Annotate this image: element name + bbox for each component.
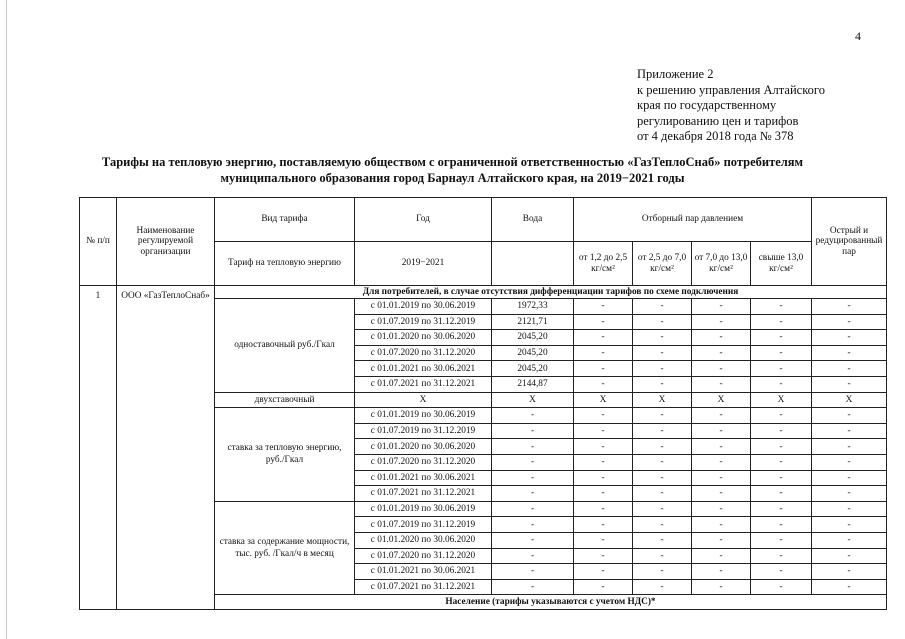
sharp-steam-cell: - — [812, 361, 887, 377]
steam-2-cell: - — [633, 376, 692, 392]
steam-3-cell: - — [692, 501, 751, 517]
steam-4-cell: - — [751, 345, 812, 361]
sharp-steam-cell: - — [812, 548, 887, 564]
period-cell: X — [355, 392, 492, 408]
page-edge-line — [6, 0, 7, 639]
steam-2-cell: - — [633, 330, 692, 346]
header-water: Вода — [492, 198, 574, 242]
steam-3-cell: - — [692, 470, 751, 486]
appendix-note — [637, 67, 825, 145]
steam-1-cell: - — [574, 330, 633, 346]
steam-3-cell: - — [692, 454, 751, 470]
water-cell: - — [492, 501, 574, 517]
section-consumers: Для потребителей, в случае отсутствия дифференциации тарифов по схеме подключения — [215, 286, 887, 299]
steam-1-cell: - — [574, 517, 633, 533]
steam-2-cell: - — [633, 423, 692, 439]
steam-3-cell: - — [692, 548, 751, 564]
period-cell: с 01.07.2021 по 31.12.2021 — [355, 376, 492, 392]
period-cell: с 01.07.2019 по 31.12.2019 — [355, 423, 492, 439]
steam-2-cell: - — [633, 564, 692, 580]
sharp-steam-cell: - — [812, 470, 887, 486]
water-cell: 1972,33 — [492, 299, 574, 315]
water-cell: - — [492, 470, 574, 486]
steam-2-cell: - — [633, 579, 692, 595]
period-cell: с 01.07.2021 по 31.12.2021 — [355, 486, 492, 502]
steam-1-cell: - — [574, 376, 633, 392]
sharp-steam-cell: - — [812, 532, 887, 548]
steam-3-cell: - — [692, 361, 751, 377]
sharp-steam-cell: - — [812, 299, 887, 315]
steam-2-cell: - — [633, 470, 692, 486]
appendix-line: края по государственному — [637, 98, 777, 113]
period-cell: с 01.07.2019 по 31.12.2019 — [355, 517, 492, 533]
steam-3-cell: - — [692, 376, 751, 392]
steam-4-cell: - — [751, 439, 812, 455]
water-cell: - — [492, 486, 574, 502]
period-cell: с 01.07.2020 по 31.12.2020 — [355, 548, 492, 564]
steam-2-cell: X — [633, 392, 692, 408]
period-cell: с 01.01.2019 по 30.06.2019 — [355, 501, 492, 517]
tariff-table — [79, 197, 887, 610]
period-cell: с 01.07.2021 по 31.12.2021 — [355, 579, 492, 595]
period-cell: с 01.01.2021 по 30.06.2021 — [355, 564, 492, 580]
steam-1-cell: - — [574, 564, 633, 580]
period-cell: с 01.07.2020 по 31.12.2020 — [355, 454, 492, 470]
water-cell: 2045,20 — [492, 345, 574, 361]
section-row — [80, 286, 887, 299]
steam-1-cell: - — [574, 439, 633, 455]
sharp-steam-cell: - — [812, 439, 887, 455]
steam-1-cell: X — [574, 392, 633, 408]
water-cell: - — [492, 408, 574, 424]
steam-2-cell: - — [633, 486, 692, 502]
steam-2-cell: - — [633, 454, 692, 470]
document-title — [60, 155, 845, 186]
header-sub-years: 2019−2021 — [355, 242, 492, 286]
header-year: Год — [355, 198, 492, 242]
sharp-steam-cell: - — [812, 486, 887, 502]
header-steam-2: от 2,5 до 7,0 кг/см² — [633, 242, 692, 286]
two-rate-label: двухставочный — [215, 392, 355, 408]
header-steam-3: от 7,0 до 13,0 кг/см² — [692, 242, 751, 286]
steam-1-cell: - — [574, 501, 633, 517]
header-water-empty — [492, 242, 574, 286]
steam-1-cell: - — [574, 548, 633, 564]
water-cell: - — [492, 439, 574, 455]
steam-2-cell: - — [633, 314, 692, 330]
steam-4-cell: - — [751, 486, 812, 502]
steam-3-cell: - — [692, 408, 751, 424]
organization-name: ООО «ГазТеплоСнаб» — [117, 286, 215, 610]
steam-1-cell: - — [574, 408, 633, 424]
sharp-steam-cell: - — [812, 579, 887, 595]
steam-2-cell: - — [633, 501, 692, 517]
header-steam-4: свыше 13,0 кг/см² — [751, 242, 812, 286]
steam-3-cell: - — [692, 579, 751, 595]
header-steam-group: Отборный пар давлением — [574, 198, 812, 242]
steam-4-cell: - — [751, 376, 812, 392]
water-cell: - — [492, 454, 574, 470]
period-cell: с 01.01.2021 по 30.06.2021 — [355, 361, 492, 377]
sharp-steam-cell: - — [812, 376, 887, 392]
title-line: Тарифы на тепловую энергию, поставляемую обществом с ограниченной ответственностью «ГазТеплоСнаб» потребителям — [101, 155, 804, 169]
steam-4-cell: - — [751, 517, 812, 533]
steam-4-cell: - — [751, 314, 812, 330]
steam-2-cell: - — [633, 299, 692, 315]
steam-3-cell: - — [692, 486, 751, 502]
steam-1-cell: - — [574, 361, 633, 377]
header-sub-tariff: Тариф на тепловую энергию — [215, 242, 355, 286]
steam-4-cell: - — [751, 548, 812, 564]
steam-4-cell: X — [751, 392, 812, 408]
sharp-steam-cell: - — [812, 564, 887, 580]
steam-3-cell: - — [692, 532, 751, 548]
sharp-steam-cell: - — [812, 345, 887, 361]
water-cell: - — [492, 517, 574, 533]
water-cell: - — [492, 548, 574, 564]
water-cell: 2045,20 — [492, 330, 574, 346]
steam-4-cell: - — [751, 408, 812, 424]
water-cell: - — [492, 564, 574, 580]
steam-2-cell: - — [633, 532, 692, 548]
steam-1-cell: - — [574, 345, 633, 361]
sharp-steam-cell: - — [812, 423, 887, 439]
sharp-steam-cell: X — [812, 392, 887, 408]
steam-1-cell: - — [574, 470, 633, 486]
steam-2-cell: - — [633, 439, 692, 455]
steam-3-cell: - — [692, 345, 751, 361]
period-cell: с 01.01.2020 по 30.06.2020 — [355, 439, 492, 455]
steam-4-cell: - — [751, 454, 812, 470]
steam-4-cell: - — [751, 564, 812, 580]
period-cell: с 01.07.2019 по 31.12.2019 — [355, 314, 492, 330]
steam-3-cell: - — [692, 330, 751, 346]
header-num: № п/п — [80, 198, 117, 286]
header-sharp-steam: Острый и редуцированный пар — [812, 198, 887, 286]
period-cell: с 01.01.2020 по 30.06.2020 — [355, 330, 492, 346]
capacity-rate-label: ставка за содержание мощности, тыс. руб. /Гкал/ч в месяц — [215, 501, 355, 595]
single-rate-label: одноставочный руб./Гкал — [215, 299, 355, 393]
steam-3-cell: - — [692, 299, 751, 315]
steam-4-cell: - — [751, 501, 812, 517]
steam-3-cell: - — [692, 517, 751, 533]
steam-1-cell: - — [574, 423, 633, 439]
water-cell: - — [492, 579, 574, 595]
steam-2-cell: - — [633, 361, 692, 377]
water-cell: - — [492, 532, 574, 548]
steam-4-cell: - — [751, 470, 812, 486]
steam-4-cell: - — [751, 299, 812, 315]
heat-rate-label: ставка за тепловую энергию, руб./Гкал — [215, 408, 355, 502]
section-population: Население (тарифы указываются с учетом НДС)* — [215, 595, 887, 610]
sharp-steam-cell: - — [812, 408, 887, 424]
steam-2-cell: - — [633, 517, 692, 533]
appendix-line: регулированию цен и тарифов — [637, 113, 799, 128]
period-cell: с 01.07.2020 по 31.12.2020 — [355, 345, 492, 361]
period-cell: с 01.01.2021 по 30.06.2021 — [355, 470, 492, 486]
water-cell: 2121,71 — [492, 314, 574, 330]
steam-4-cell: - — [751, 532, 812, 548]
water-cell: - — [492, 423, 574, 439]
appendix-line: от 4 декабря 2018 года № 378 — [637, 129, 794, 144]
steam-4-cell: - — [751, 423, 812, 439]
row-number: 1 — [80, 286, 117, 610]
header-steam-1: от 1,2 до 2,5 кг/см² — [574, 242, 633, 286]
steam-2-cell: - — [633, 548, 692, 564]
sharp-steam-cell: - — [812, 314, 887, 330]
sharp-steam-cell: - — [812, 330, 887, 346]
steam-1-cell: - — [574, 532, 633, 548]
steam-2-cell: - — [633, 345, 692, 361]
appendix-line: Приложение 2 — [637, 67, 714, 81]
steam-3-cell: - — [692, 423, 751, 439]
steam-1-cell: - — [574, 579, 633, 595]
sharp-steam-cell: - — [812, 517, 887, 533]
steam-3-cell: - — [692, 314, 751, 330]
steam-4-cell: - — [751, 361, 812, 377]
steam-1-cell: - — [574, 314, 633, 330]
water-cell: 2045,20 — [492, 361, 574, 377]
period-cell: с 01.01.2019 по 30.06.2019 — [355, 299, 492, 315]
header-organization: Наименование регулируемой организации — [117, 198, 215, 286]
water-cell: 2144,87 — [492, 376, 574, 392]
header-row — [80, 198, 887, 242]
title-line: муниципального образования город Барнаул Алтайского края, на 2019−2021 годы — [220, 170, 685, 185]
water-cell: X — [492, 392, 574, 408]
period-cell: с 01.01.2019 по 30.06.2019 — [355, 408, 492, 424]
appendix-line: к решению управления Алтайского — [637, 82, 825, 97]
steam-1-cell: - — [574, 486, 633, 502]
steam-4-cell: - — [751, 330, 812, 346]
sharp-steam-cell: - — [812, 454, 887, 470]
steam-3-cell: - — [692, 439, 751, 455]
period-cell: с 01.01.2020 по 30.06.2020 — [355, 532, 492, 548]
sharp-steam-cell: - — [812, 501, 887, 517]
steam-2-cell: - — [633, 408, 692, 424]
steam-1-cell: - — [574, 454, 633, 470]
page-number: 4 — [855, 29, 861, 43]
steam-1-cell: - — [574, 299, 633, 315]
steam-3-cell: - — [692, 564, 751, 580]
steam-4-cell: - — [751, 579, 812, 595]
steam-3-cell: X — [692, 392, 751, 408]
header-tariff-kind: Вид тарифа — [215, 198, 355, 242]
